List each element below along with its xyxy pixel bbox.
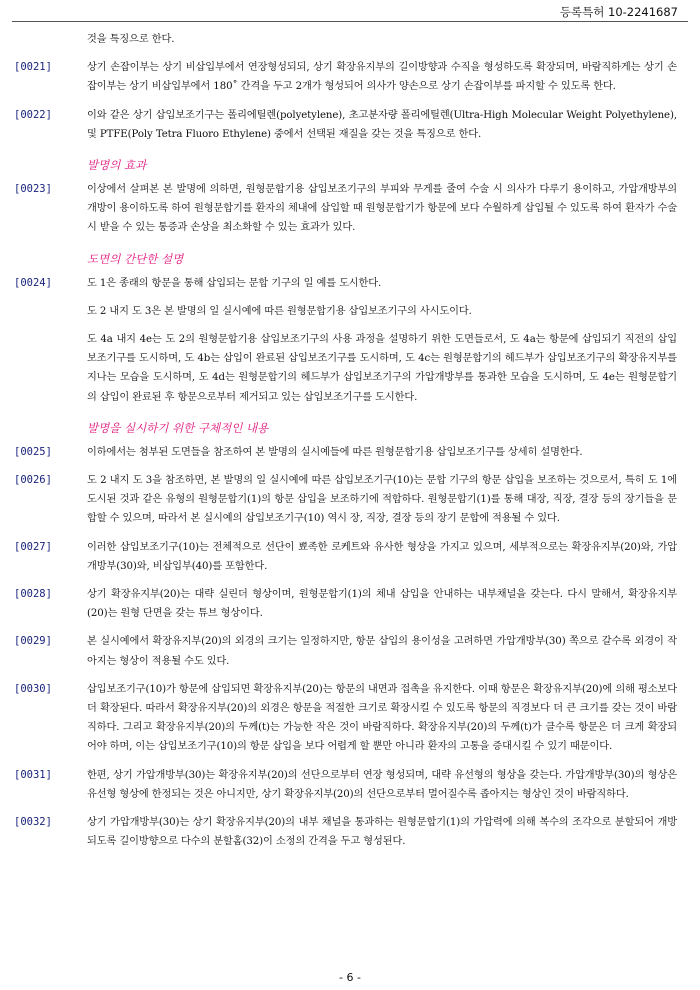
paragraph-text: 이상에서 살펴본 본 발명에 의하면, 원형문합기용 삽입보조기구의 부피와 무게를 줄여 수술 시 의사가 다루기 용이하고, 가압개방부의 개방이 용이하도록 하여 원형문합기를 환자의 체내에 삽입할 때 원형문합기가 항문에 보다 수월하게 삽입될 수 있도록 하여 환자가 수술 시 받을 수 있는 통증과 손상을 최소화할 수 있는 효과가 있다. [87,184,677,234]
paragraph [0,302,700,321]
paragraph-number: [0022] [14,108,52,121]
paragraph [0,632,700,670]
paragraph-number: [0030] [14,682,52,695]
paragraph [0,471,700,529]
paragraph-number: [0023] [14,183,52,196]
section-heading: 발명을 실시하기 위한 구체적인 내용 [87,420,269,435]
paragraph [0,538,700,576]
section-heading: 도면의 간단한 설명 [87,251,184,266]
paragraph-number: [0032] [14,816,52,829]
paragraph-text: 도 2 내지 도 3은 본 발명의 일 실시예에 따른 원형문합기용 삽입보조기구의 사시도이다. [87,305,472,317]
header-divider [12,21,688,22]
paragraph-text: 것을 특징으로 한다. [87,34,175,45]
paragraph [0,180,700,238]
paragraph-text: 이와 같은 상기 삽입보조기구는 폴리에틸렌(polyetylene), 초고분자량 폴리에틸렌(Ultra-High Molecular Weight Polyethylene), 및 PTFE(Poly Tetra Fluoro Ethylene) 중에서 선택된 재질을 갖는 것을 특징으로 한다. [87,109,677,140]
paragraph-text: 한편, 상기 가압개방부(30)는 확장유지부(20)의 선단으로부터 연장 형성되며, 대략 유선형의 형상을 갖는다. 가압개방부(30)의 형상은 유선형 형상에 한정되는 것은 아니지만, 상기 확장유지부(20)의 선단으로부터 멀어질수록 좁아지는 형상인 것이 바람직하다. [87,769,677,800]
paragraph-text: 이하에서는 첨부된 도면들을 참조하여 본 발명의 실시예들에 따른 원형문합기용 삽입보조기구를 상세히 설명한다. [87,446,583,458]
paragraph [0,813,700,851]
paragraph-number: [0021] [14,61,52,74]
paragraph [0,766,700,804]
paragraph-number: [0031] [14,768,52,781]
paragraph-text: 본 실시예에서 확장유지부(20)의 외경의 크기는 일정하지만, 항문 삽입의 용이성을 고려하면 가압개방부(30) 쪽으로 갈수록 외경이 작아지는 형상이 적용될 수도 있다. [87,636,677,667]
page-number: - 6 - [339,971,361,984]
paragraph-text: 이러한 삽입보조기구(10)는 전체적으로 선단이 뾰족한 로케트와 유사한 형상을 가지고 있으며, 세부적으로는 확장유지부(20)와, 가압개방부(30)와, 비삽입부(40)를 포함한다. [87,541,677,572]
paragraph [0,585,700,623]
paragraph-number: [0026] [14,474,52,487]
paragraph-text: 도 4a 내지 4e는 도 2의 원형문합기용 삽입보조기구의 사용 과정을 설명하기 위한 도면들로서, 도 4a는 항문에 삽입되기 직전의 삽입보조기구를 도시하며, 도 4b는 삽입이 완료된 삽입보조기구를 도시하며, 도 4c는 원형문합기의 헤드부가 삽입보조기구의 확장유지부를 지나는 모습을 도시하며, 도 4d는 원형문합기의 헤드부가 삽입보조기구의 가압개방부를 통과한 모습을 도시하며, 도 4e는 원형문합기의 삽입이 완료된 후 항문으로부터 제거되고 있는 삽입보조기구를 도시한다. [87,334,677,403]
paragraph-text: 상기 확장유지부(20)는 대략 실린더 형상이며, 원형문합기(1)의 체내 삽입을 안내하는 내부채널을 갖는다. 다시 말해서, 확장유지부(20)는 원형 단면을 갖는 튜브 형상이다. [87,589,677,620]
section-heading: 발명의 효과 [87,158,147,173]
paragraph-text: 도 1은 종래의 항문을 통해 삽입되는 문합 기구의 일 예를 도시한다. [87,277,382,289]
paragraph-number: [0029] [14,635,52,648]
paragraph-text: 상기 가압개방부(30)는 상기 확장유지부(20)의 내부 채널을 통과하는 원형문합기(1)의 가압력에 의해 복수의 조각으로 분할되어 개방되도록 길이방향으로 다수의 분할홈(32)이 소정의 간격을 두고 형성된다. [87,817,677,848]
paragraph-number: [0024] [14,276,52,289]
paragraph-number: [0025] [14,445,52,458]
paragraph-text: 상기 손잡이부는 상기 비삽입부에서 연장형성되되, 상기 확장유지부의 길이방향과 수직을 형성하도록 확장되며, 바람직하게는 상기 손잡이부는 상기 비삽입부에서 180˚ 간격을 두고 2개가 형성되어 의사가 양손으로 상기 손잡이부를 파지할 수 있도록 한다. [87,62,677,93]
paragraph [0,274,700,293]
paragraph [0,58,700,96]
paragraph-text: 삽입보조기구(10)가 항문에 삽입되면 확장유지부(20)는 항문의 내면과 접촉을 유지한다. 이때 항문은 확장유지부(20)에 의해 평소보다 더 확장된다. 따라서 확장유지부(20)의 외경은 항문을 적절한 크기로 확장시킬 수 있도록 항문의 직경보다 더 큰 크기를 갖는 것이 바람직하다. 그리고 확장유지부(20)의 두께(t)는 가능한 작은 것이 바람직하다. 확장유지부(20)의 두께(t)가 클수록 항문은 더 크게 확장되어야 하며, 이는 삽입보조기구(10)의 항문 삽입을 보다 어렵게 할 뿐만 아니라 환자의 고통을 증대시킬 수 있기 때문이다. [87,683,677,753]
paragraph [0,443,700,462]
paragraph-number: [0027] [14,540,52,553]
paragraph [0,330,700,407]
patent-number: 등록특허 10-2241687 [559,5,678,19]
paragraph [0,30,700,49]
document-body [0,30,700,861]
paragraph-text: 도 2 내지 도 3을 참조하면, 본 발명의 일 실시예에 따른 삽입보조기구(10)는 문합 기구의 항문 삽입을 보조하는 것으로서, 특히 도 1에 도시된 것과 같은 유형의 원형문합기(1)의 항문 삽입을 보조하기에 적합하다. 원형문합기(1)를 통해 대장, 직장, 결장 등의 장기들을 문합할 수 있으며, 따라서 본 실시예의 삽입보조기구(10) 역시 장, 직장, 결장 등의 장기 문합에 적용될 수 있다. [87,475,677,525]
paragraph [0,680,700,757]
paragraph-number: [0028] [14,588,52,601]
paragraph [0,106,700,144]
